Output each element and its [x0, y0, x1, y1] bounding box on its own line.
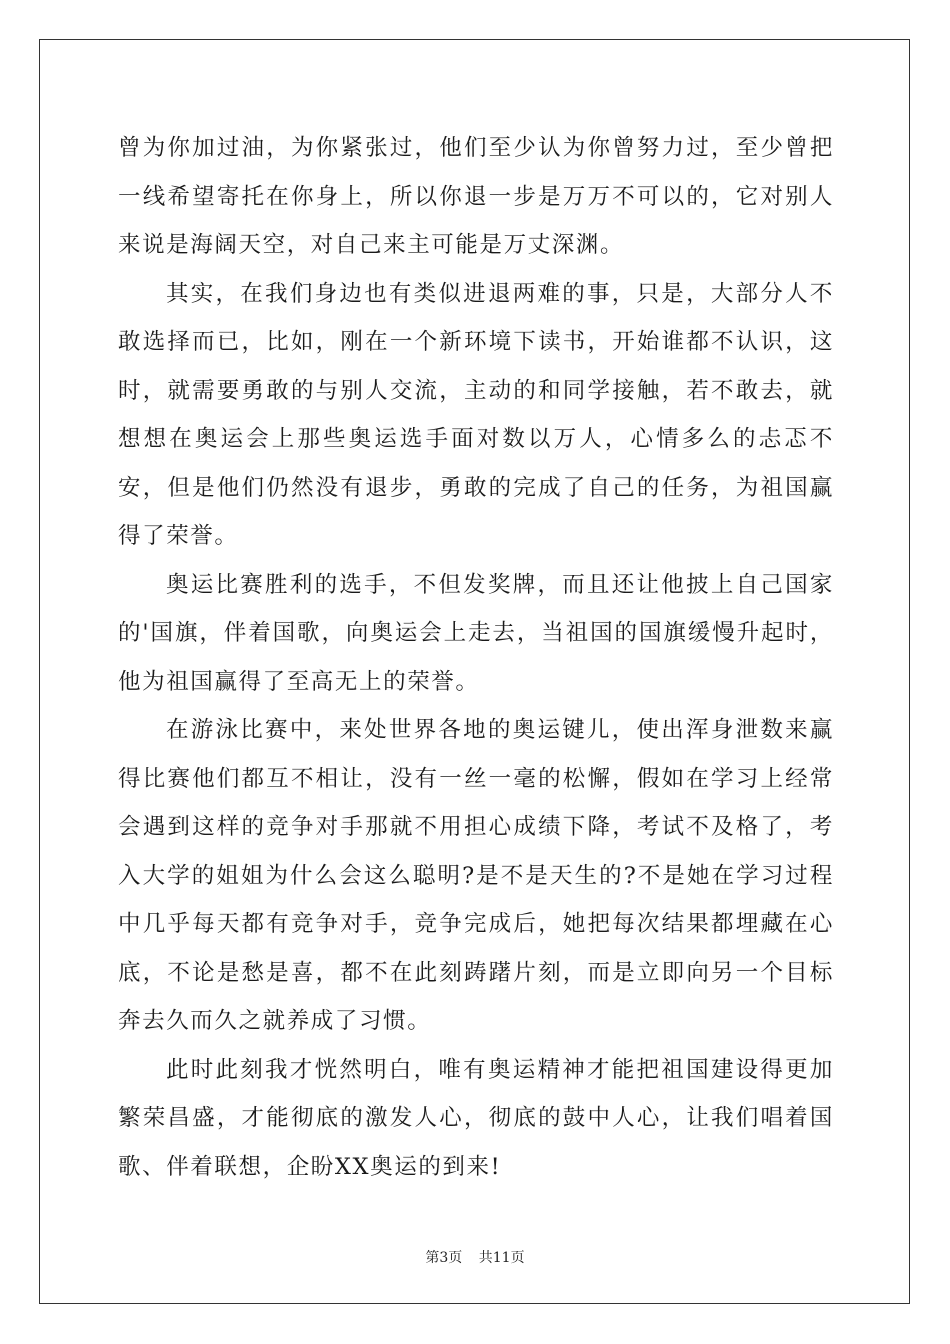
page-total: 共11页	[478, 1250, 525, 1266]
page-footer	[0, 1247, 950, 1267]
paragraph-2: 其实，在我们身边也有类似进退两难的事，只是，大部分人不敢选择而已，比如，刚在一个新环境下读书，开始谁都不认识，这时，就需要勇敢的与别人交流，主动的和同学接触，若不敢去，就想想在奥运会上那些奥运选手面对数以万人，心情多么的忐忑不安，但是他们仍然没有退步，勇敢的完成了自己的任务，为祖国赢得了荣誉。	[118, 280, 834, 549]
page-number: 第3页	[425, 1250, 463, 1266]
paragraph-5: 此时此刻我才恍然明白，唯有奥运精神才能把祖国建设得更加繁荣昌盛，才能彻底的激发人心，彻底的鼓中人心，让我们唱着国歌、伴着联想，企盼XX奥运的到来!	[118, 1056, 834, 1180]
paragraph-3: 奥运比赛胜利的选手，不但发奖牌，而且还让他披上自己国家的'国旗，伴着国歌，向奥运会上走去，当祖国的国旗缓慢升起时，他为祖国赢得了至高无上的荣誉。	[118, 571, 834, 695]
paragraph-4: 在游泳比赛中，来处世界各地的奥运键儿，使出浑身泄数来赢得比赛他们都互不相让，没有一丝一毫的松懈，假如在学习上经常会遇到这样的竞争对手那就不用担心成绩下降，考试不及格了，考入大学的姐姐为什么会这么聪明?是不是天生的?不是她在学习过程中几乎每天都有竞争对手，竞争完成后，她把每次结果都埋藏在心底，不论是愁是喜，都不在此刻踌躇片刻，而是立即向另一个目标奔去久而久之就养成了习惯。	[118, 717, 834, 1034]
paragraph-1: 曾为你加过油，为你紧张过，他们至少认为你曾努力过，至少曾把一线希望寄托在你身上，所以你退一步是万万不可以的，它对别人来说是海阔天空，对自己来主可能是万丈深渊。	[118, 135, 834, 258]
document-body	[118, 124, 834, 1191]
